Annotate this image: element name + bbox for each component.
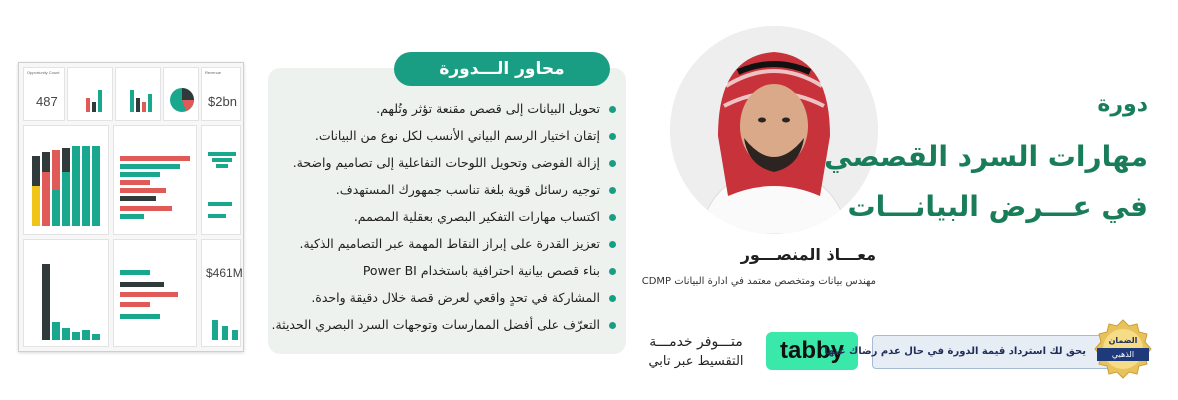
topic-text: بناء قصص بيانية احترافية باستخدام Power BI xyxy=(362,263,600,278)
grouped-bar-tile xyxy=(113,239,197,347)
instructor-name: معـــاذ المنصـــور xyxy=(740,245,876,264)
column-chart xyxy=(24,240,110,348)
revenue-tile xyxy=(201,67,241,121)
course-label: دورة xyxy=(1097,92,1148,117)
horizontal-bar-tile xyxy=(113,125,197,235)
instructor-role: مهندس بيانات ومتخصص معتمد في ادارة البيانات CDMP xyxy=(641,276,876,287)
bullet-dot-icon xyxy=(609,133,616,140)
topic-text: تحويل البيانات إلى قصص مقنعة تؤثر وتُلهم. xyxy=(376,101,600,116)
topic-item xyxy=(278,125,618,152)
chart-tile xyxy=(115,67,161,121)
topic-item xyxy=(278,179,618,206)
installment-line2: التقسيط عبر تابي xyxy=(648,354,744,369)
topic-text: إزالة الفوضى وتحويل اللوحات التفاعلية إلى تصاميم واضحة. xyxy=(292,155,600,170)
guarantee-text: يحق لك استرداد قيمة الدورة في حال عدم رضاك عنها xyxy=(824,346,1086,357)
kpi-tile xyxy=(23,67,65,121)
topic-text: المشاركة في تحدٍ واقعي لعرض قصة خلال دقيقة واحدة. xyxy=(311,290,600,305)
mini-bar-chart xyxy=(116,68,162,122)
bullet-dot-icon xyxy=(609,295,616,302)
topic-item xyxy=(278,152,618,179)
dashboard-preview-image xyxy=(18,62,244,352)
course-title-line1: مهارات السرد القصصي xyxy=(824,140,1148,173)
topics-list xyxy=(271,98,618,341)
column-tile xyxy=(23,239,109,347)
stacked-bar-chart xyxy=(24,126,110,236)
topic-item xyxy=(278,206,618,233)
chart-tile xyxy=(67,67,113,121)
topic-text: إتقان اختيار الرسم البياني الأنسب لكل نوع من البيانات. xyxy=(314,128,600,143)
topic-text: اكتساب مهارات التفكير البصري بعقلية المصمم. xyxy=(353,209,600,224)
mini-bar-chart xyxy=(68,68,114,122)
bullet-dot-icon xyxy=(609,160,616,167)
kpi-value: 487 xyxy=(36,94,58,109)
topic-item xyxy=(278,260,618,287)
bullet-dot-icon xyxy=(609,106,616,113)
course-title-line2: في عـــرض البيانـــات xyxy=(847,190,1148,223)
tabby-logo: tabby xyxy=(766,332,858,370)
bullet-dot-icon xyxy=(609,241,616,248)
bullet-dot-icon xyxy=(609,187,616,194)
bullet-dot-icon xyxy=(609,268,616,275)
funnel-chart xyxy=(202,126,242,236)
topic-item xyxy=(278,233,618,260)
topic-item xyxy=(271,314,618,341)
installment-line1: متـــوفر خدمـــة xyxy=(649,334,743,350)
topics-title: محاور الـــدورة xyxy=(394,52,610,86)
badge-label-top: الضمان xyxy=(1108,336,1138,345)
grouped-bar-chart xyxy=(114,240,198,348)
horizontal-bar-chart xyxy=(114,126,198,236)
bullet-dot-icon xyxy=(609,214,616,221)
funnel-tile xyxy=(201,125,241,235)
revenue-caption: Revenue xyxy=(205,70,222,75)
topic-text: توجيه رسائل قوية بلغة تناسب جمهورك المستهدف. xyxy=(335,182,600,197)
badge-label-bottom: الذهبي xyxy=(1097,348,1149,361)
topic-item xyxy=(278,98,618,125)
bullet-dot-icon xyxy=(609,322,616,329)
topic-text: التعرّف على أفضل الممارسات وتوجهات السرد البصري الحديثة. xyxy=(271,317,600,332)
mini-column-chart xyxy=(202,240,242,348)
topic-item xyxy=(278,287,618,314)
kpi-tile-caption: Opportunity Count xyxy=(27,70,60,75)
pie-tile xyxy=(163,67,199,121)
revenue-value: $2bn xyxy=(208,94,237,109)
total-value: $461M xyxy=(206,266,243,280)
topic-text: تعزيز القدرة على إبراز النقاط المهمة عبر التصاميم الذكية. xyxy=(299,236,600,251)
stacked-bar-tile xyxy=(23,125,109,235)
total-tile xyxy=(201,239,241,347)
mini-pie-chart xyxy=(164,68,200,122)
